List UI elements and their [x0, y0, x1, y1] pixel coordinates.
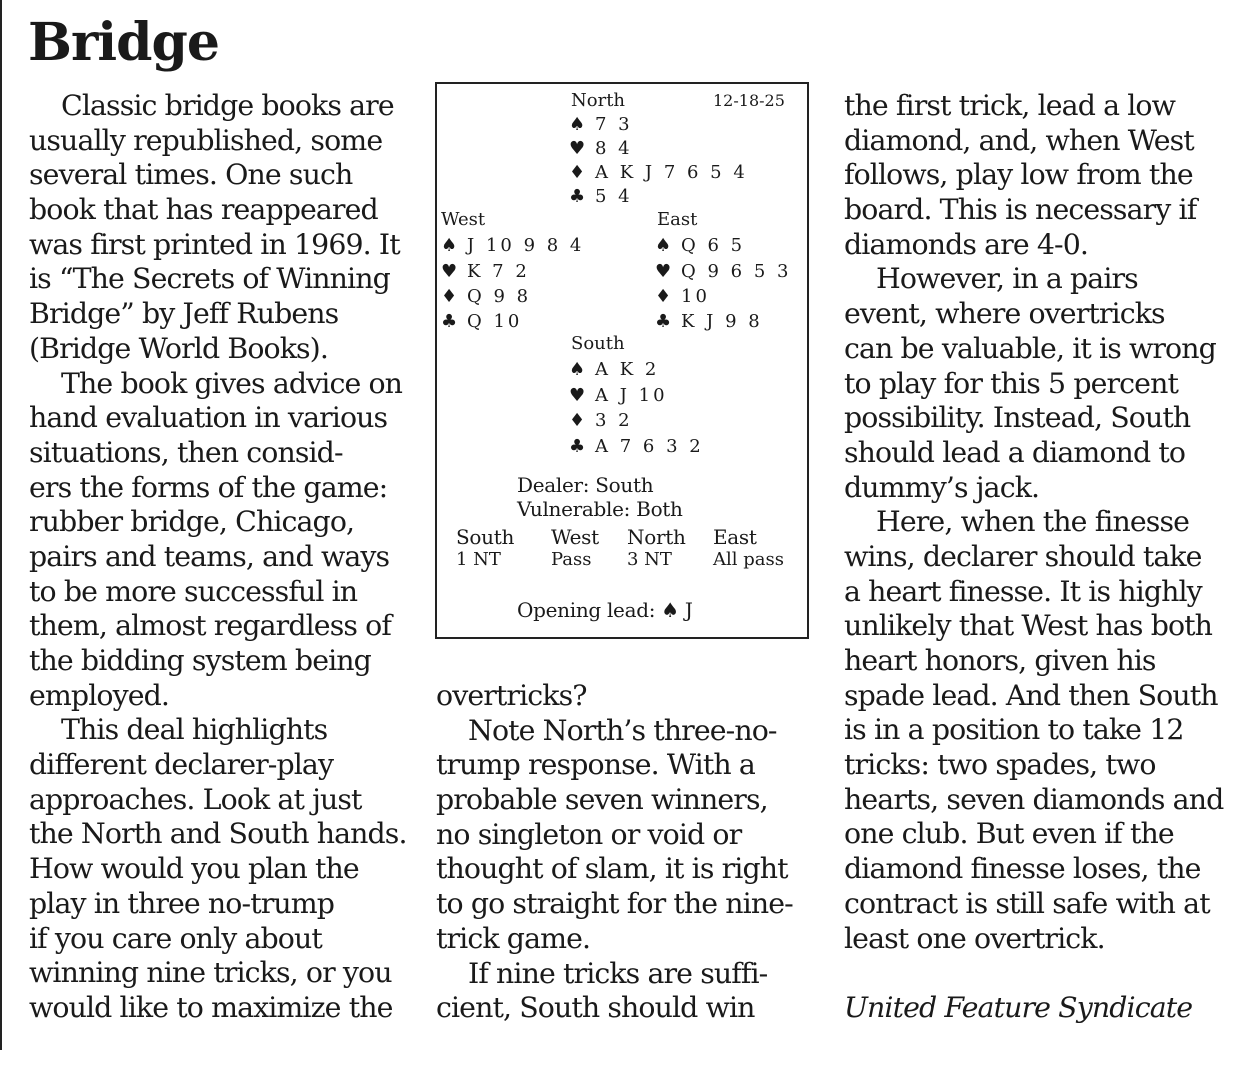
text-column-1 [29, 89, 407, 1026]
east-hearts: ♥ Q 9 6 5 3 [655, 261, 792, 282]
diamond-icon: ♦ [569, 162, 586, 183]
east-clubs: ♣ K J 9 8 [655, 311, 763, 332]
text-line: diamond finesse loses, the [844, 852, 1201, 886]
club-icon: ♣ [441, 311, 458, 332]
text-line: This deal highlights [61, 713, 328, 747]
text-line: ers the forms of the game: [29, 470, 388, 504]
syndicate-credit: United Feature Syndicate [844, 990, 1193, 1024]
text-line: employed. [29, 678, 170, 712]
text-line: play in three no-trump [29, 886, 335, 920]
text-line: to play for this 5 percent [844, 366, 1178, 400]
spade-icon: ♠ [655, 235, 672, 256]
text-line: was first printed in 1969. It [29, 227, 400, 261]
text-column-2 [436, 679, 793, 1026]
vulnerable-info: Vulnerable: Both [517, 497, 683, 521]
auction-seat: East [713, 525, 757, 549]
diamond-icon: ♦ [655, 286, 672, 307]
text-line: them, almost regardless of [29, 609, 391, 643]
heart-icon: ♥ [441, 261, 458, 282]
text-line [844, 956, 1223, 991]
west-hearts: ♥ K 7 2 [441, 261, 530, 282]
text-line: wins, declarer should take [844, 539, 1202, 573]
west-label: West [441, 209, 486, 230]
text-line: spade lead. And then South [844, 678, 1218, 712]
south-label: South [571, 333, 625, 354]
spade-icon: ♠ [441, 235, 458, 256]
south-diamonds: ♦ 3 2 [569, 410, 633, 431]
text-line: hand evaluation in various [29, 401, 388, 435]
heart-icon: ♥ [569, 385, 586, 406]
east-label: East [657, 209, 698, 230]
text-line: trick game. [436, 921, 591, 955]
text-line: to be more successful in [29, 574, 358, 608]
heart-icon: ♥ [655, 261, 672, 282]
club-icon: ♣ [569, 436, 586, 457]
text-line: Here, when the finesse [876, 505, 1190, 539]
text-line: situations, then consid- [29, 435, 343, 469]
text-line: (Bridge World Books). [29, 331, 328, 365]
text-line: one club. But even if the [844, 817, 1174, 851]
text-line: heart honors, given his [844, 644, 1156, 677]
left-column-rule [0, 0, 2, 1050]
text-line: is in a position to take 12 [844, 713, 1184, 747]
text-line: is “The Secrets of Winning [29, 262, 390, 296]
opening-lead: Opening lead: ♠ J [517, 598, 693, 622]
text-line: the bidding system being [29, 644, 371, 677]
text-line: Classic bridge books are [61, 89, 394, 122]
spade-icon: ♠ [661, 598, 679, 622]
text-line: probable seven winners, [436, 783, 768, 817]
deal-date: 12-18-25 [713, 91, 785, 110]
text-line: Note North’s three-no- [468, 713, 777, 747]
auction-call: 3 NT [627, 549, 672, 570]
spade-icon: ♠ [569, 114, 586, 135]
text-line: follows, play low from the [844, 158, 1193, 192]
north-diamonds: ♦ A K J 7 6 5 4 [569, 162, 748, 183]
club-icon: ♣ [569, 186, 586, 207]
text-line: cient, South should win [436, 991, 755, 1025]
auction-call: All pass [713, 549, 784, 570]
text-line: would like to maximize the [29, 990, 393, 1024]
north-hearts: ♥ 8 4 [569, 138, 633, 159]
text-line: several times. One such [29, 158, 353, 192]
west-diamonds: ♦ Q 9 8 [441, 286, 532, 307]
diamond-icon: ♦ [569, 410, 586, 431]
diamond-icon: ♦ [441, 286, 458, 307]
text-line: tricks: two spades, two [844, 748, 1156, 782]
opening-lead-card: J [684, 598, 693, 622]
text-line: Bridge” by Jeff Rubens [29, 297, 339, 331]
text-line: How would you plan the [29, 852, 359, 886]
text-line: least one overtrick. [844, 921, 1105, 955]
south-spades: ♠ A K 2 [569, 359, 660, 380]
auction-seat: South [456, 525, 515, 549]
text-line: pairs and teams, and ways [29, 539, 390, 573]
text-line: rubber bridge, Chicago, [29, 505, 355, 539]
text-line: trump response. With a [436, 748, 755, 782]
club-icon: ♣ [655, 311, 672, 332]
text-line: overtricks? [436, 679, 587, 712]
page-title: Bridge [28, 12, 219, 73]
text-line: diamond, and, when West [844, 123, 1194, 157]
east-diamonds: ♦ 10 [655, 286, 710, 307]
north-spades: ♠ 7 3 [569, 114, 633, 135]
auction-seat: North [627, 525, 686, 549]
dealer-info: Dealer: South [517, 473, 654, 497]
text-line: should lead a diamond to [844, 435, 1186, 469]
text-line: the North and South hands. [29, 817, 407, 851]
text-line: possibility. Instead, South [844, 401, 1191, 435]
east-spades: ♠ Q 6 5 [655, 235, 746, 256]
text-line: a heart finesse. It is highly [844, 574, 1202, 608]
text-line: different declarer-play [29, 748, 334, 782]
text-line: if you care only about [29, 921, 322, 955]
text-line: hearts, seven diamonds and [844, 782, 1224, 816]
north-label: North [571, 90, 626, 111]
text-line: board. This is necessary if [844, 193, 1197, 227]
south-clubs: ♣ A 7 6 3 2 [569, 436, 704, 457]
text-line: to go straight for the nine- [436, 887, 793, 921]
text-line: approaches. Look at just [29, 782, 362, 816]
text-line: unlikely that West has both [844, 609, 1213, 643]
spade-icon: ♠ [569, 359, 586, 380]
bridge-deal-diagram [435, 82, 809, 639]
text-line: However, in a pairs [876, 262, 1138, 296]
auction-call: 1 NT [456, 549, 501, 570]
text-line: dummy’s jack. [844, 470, 1040, 504]
text-line: contract is still safe with at [844, 886, 1210, 920]
west-clubs: ♣ Q 10 [441, 311, 523, 332]
text-line: can be valuable, it is wrong [844, 331, 1216, 365]
west-spades: ♠ J 10 9 8 4 [441, 235, 585, 256]
text-line: event, where overtricks [844, 297, 1165, 331]
text-line: usually republished, some [29, 123, 383, 157]
text-line: winning nine tricks, or you [29, 956, 392, 990]
text-line: If nine tricks are suffi- [468, 956, 768, 990]
heart-icon: ♥ [569, 138, 586, 159]
text-line: The book gives advice on [61, 366, 403, 400]
north-clubs: ♣ 5 4 [569, 186, 633, 207]
text-column-3 [844, 89, 1223, 1026]
text-line: thought of slam, it is right [436, 852, 788, 886]
auction-seat: West [551, 525, 599, 549]
text-line: the first trick, lead a low [844, 89, 1176, 122]
auction-call: Pass [551, 549, 592, 570]
south-hearts: ♥ A J 10 [569, 385, 668, 406]
text-line: diamonds are 4-0. [844, 227, 1089, 261]
text-line: book that has reappeared [29, 193, 378, 227]
text-line: no singleton or void or [436, 817, 742, 851]
